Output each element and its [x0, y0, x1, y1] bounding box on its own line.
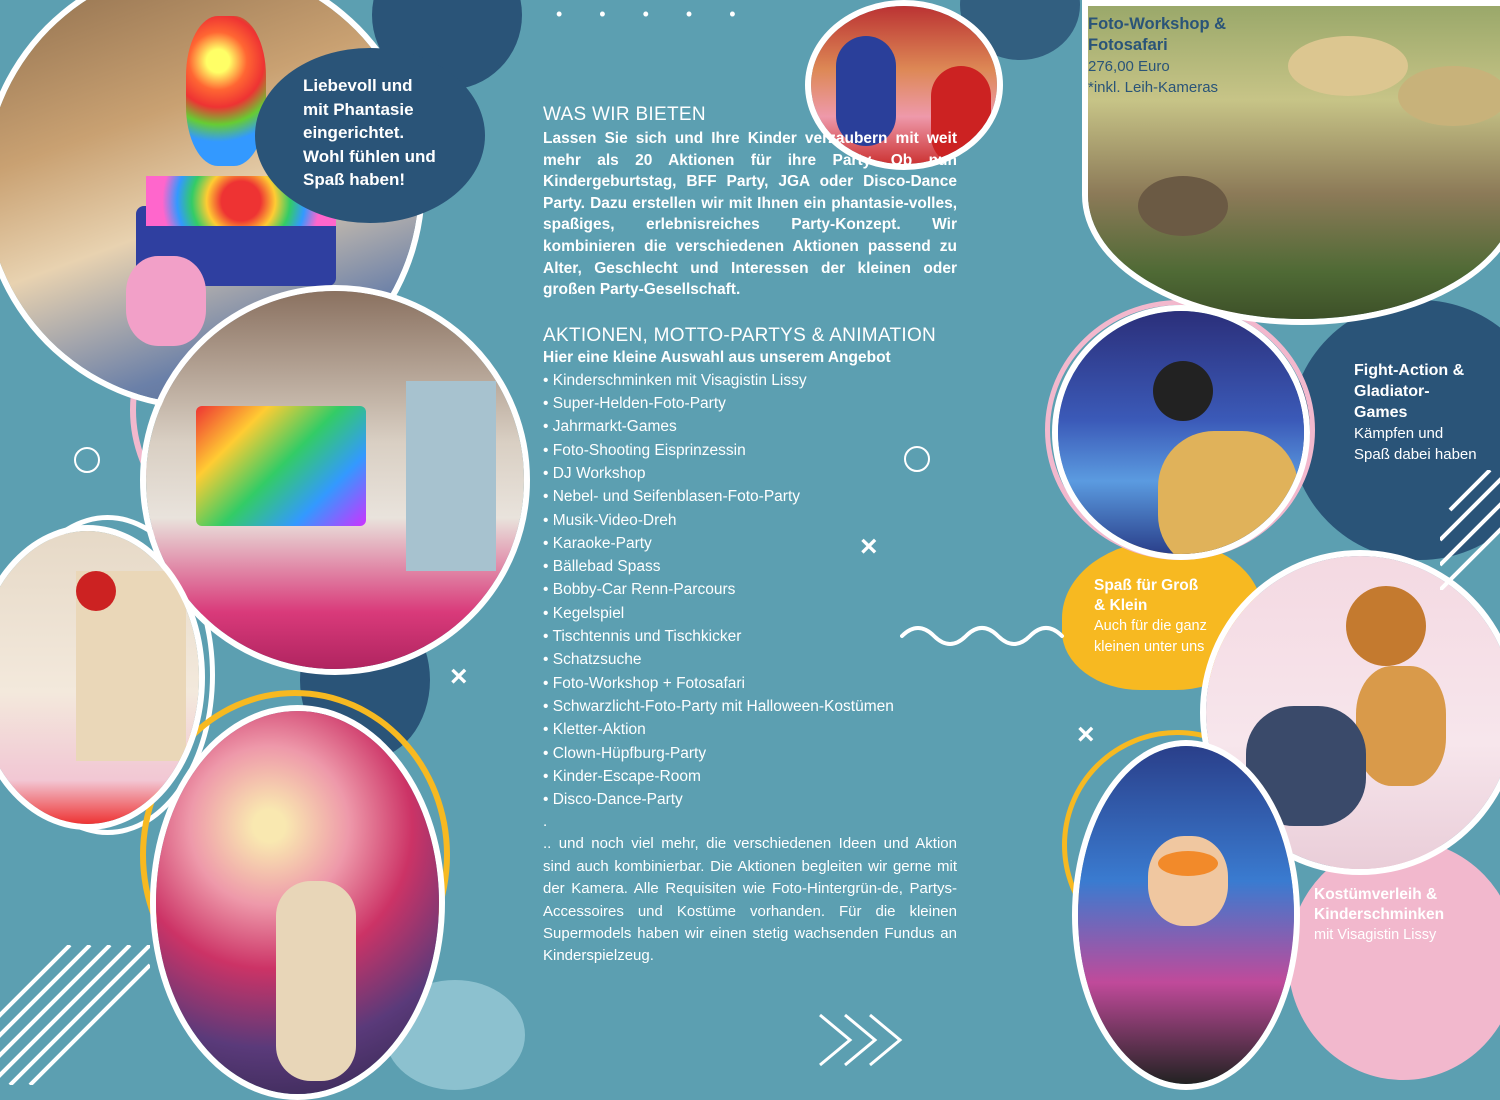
face-paint-photo — [1072, 740, 1300, 1090]
fight-text-1: Kämpfen und — [1354, 425, 1444, 442]
pink-blob — [1288, 840, 1500, 1080]
spass-title-1: Spaß für Groß — [1094, 577, 1199, 594]
bubble-line-5: Spaß haben! — [303, 170, 406, 189]
offer-paragraph: Lassen Sie sich und Ihre Kinder verzaubern mit weit mehr als 20 Aktionen für ihre Party. Ob nun Kindergeburtstag, BFF Party, JGA oder Disco-Dance Party. Dazu erstellen wir mit Ihnen ein phantasie-volles, spaßiges, erlebnisreiches Party-Konzept. Wir kombinieren die verschiedenen Aktionen passend zu Alter, Geschlecht und Interessen der kleinen oder großen Party-Gesellschaft. — [543, 130, 957, 299]
list-item: • Nebel- und Seifenblasen-Foto-Party — [543, 488, 801, 506]
list-item: • Kletter-Aktion — [543, 721, 646, 739]
list-item: • Kegelspiel — [543, 604, 625, 622]
bubble-line-4: Wohl fühlen und — [303, 146, 436, 166]
spass-title-2: & Klein — [1094, 597, 1148, 614]
stripes-left — [0, 945, 150, 1085]
fight-title-1: Fight-Action & — [1354, 362, 1465, 379]
list-item: • Kinder-Escape-Room — [543, 767, 701, 785]
fight-action-bubble — [1330, 360, 1500, 480]
kostuem-title-2: Kinderschminken — [1314, 906, 1445, 923]
list-item: • Schwarzlicht-Foto-Party mit Halloween-Kostümen — [543, 697, 894, 715]
list-item: • Tischtennis und Tischkicker — [543, 628, 742, 646]
kostuem-text: mit Visagistin Lissy — [1314, 927, 1437, 943]
closing-paragraph: .. und noch viel mehr, die verschiedenen Ideen und Aktion sind auch kombinierbar. Die Aktionen begleiten wir gerne mit der Kamera. Alle Requisiten wie Foto-Hintergrün-de, Partys-Accessoires und Kostüme vorhanden. Für die kleinen Supermodels haben wir einen stetig wachsenden Fundus an Kinderspielzeug. — [543, 835, 957, 965]
fight-text-2: Spaß dabei haben — [1354, 446, 1477, 463]
list-item: • DJ Workshop — [543, 464, 646, 482]
bubble-line-1: Liebevoll und — [303, 76, 413, 95]
stripes-right — [1440, 470, 1500, 590]
foto-title-1: Foto-Workshop & — [1088, 15, 1227, 33]
foto-title-2: Fotosafari — [1088, 36, 1168, 54]
list-item: • Disco-Dance-Party — [543, 791, 683, 809]
list-item: • Bällebad Spass — [543, 558, 661, 576]
list-item: • Foto-Workshop + Fotosafari — [543, 674, 745, 692]
x-mark-1: × — [860, 530, 878, 563]
sumo-photo — [1052, 305, 1310, 560]
x-mark-2: × — [450, 660, 468, 693]
foto-workshop-bubble — [1062, 0, 1277, 125]
section-title-offer: WAS WIR BIETEN — [543, 104, 706, 125]
left-speech-bubble — [255, 48, 485, 223]
list-item: • Jahrmarkt-Games — [543, 418, 677, 436]
spass-text-2: kleinen unter uns — [1094, 638, 1205, 655]
list-item: • Karaoke-Party — [543, 534, 652, 552]
list-item: • Kinderschminken mit Visagistin Lissy — [543, 371, 807, 389]
foto-price: 276,00 Euro — [1088, 58, 1170, 75]
section-title-actions: AKTIONEN, MOTTO-PARTYS & ANIMATION — [543, 324, 937, 346]
list-item: • Foto-Shooting Eisprinzessin — [543, 441, 746, 459]
foto-note: *inkl. Leih-Kameras — [1088, 79, 1219, 96]
separator-dot: . — [543, 813, 548, 831]
actions-list — [543, 369, 957, 812]
bubble-line-3: eingerichtet. — [303, 123, 405, 142]
fight-title-3: Games — [1354, 404, 1408, 421]
kostuem-title-1: Kostümverleih & — [1314, 886, 1438, 903]
spass-bubble — [1070, 576, 1250, 676]
list-item: • Musik-Video-Dreh — [543, 511, 677, 529]
spass-text-1: Auch für die ganz — [1094, 618, 1207, 634]
list-item: • Bobby-Car Renn-Parcours — [543, 581, 736, 599]
list-item: • Clown-Hüpfburg-Party — [543, 744, 707, 762]
chevron-deco — [700, 1010, 910, 1070]
fight-title-2: Gladiator- — [1354, 383, 1430, 400]
center-text-column — [543, 104, 957, 968]
dot-pattern: • • • • • — [556, 4, 752, 24]
x-mark-3: × — [1077, 718, 1095, 751]
actions-subtitle: Hier eine kleine Auswahl aus unserem Angebot — [543, 348, 891, 366]
list-item: • Super-Helden-Foto-Party — [543, 395, 726, 413]
circle-outline-1 — [74, 447, 100, 473]
confetti-photo — [150, 705, 445, 1100]
bubble-line-2: mit Phantasie — [303, 99, 414, 119]
list-item: • Schatzsuche — [543, 651, 642, 669]
kostuem-bubble — [1300, 885, 1500, 955]
